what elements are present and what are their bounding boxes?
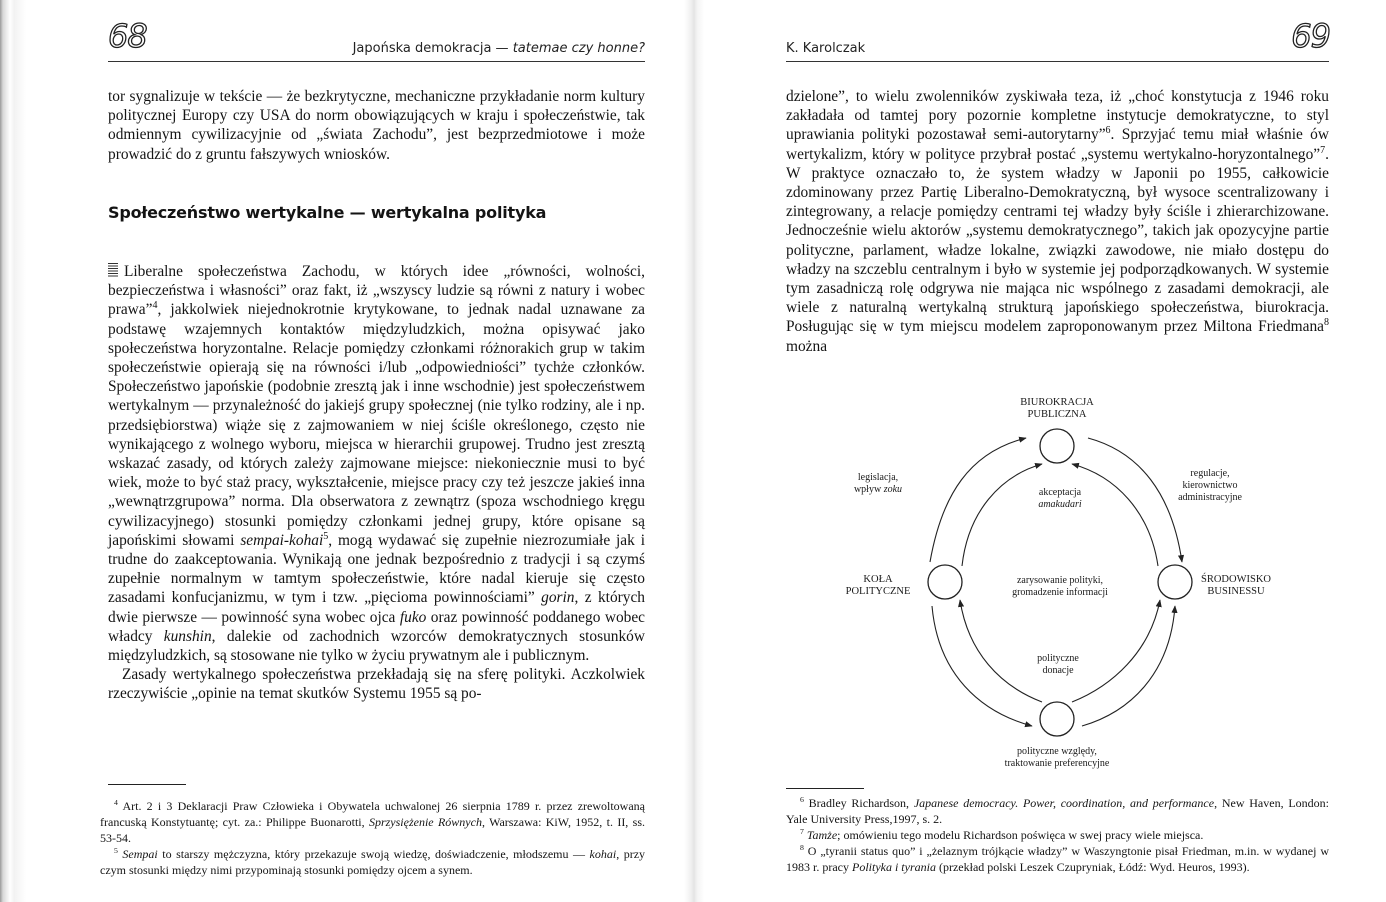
footnote-5: $^5$ Sempai to starszy mężczyzna, który przekazuje swoją wiedzę, doświadczenie, młodszemu — kohai, przy czym stosunki między nimi przypominają stosunki pomiędzy ojcem a synem. bbox=[100, 846, 646, 877]
paragraph-system-1955: dzielone”, to wielu zwolenników zyskiwała teza, iż „choć konstytucja z 1946 roku zakładała od tamtej pory pozornie kompletne instytucje demokratyczne, to styl uprawiania polityki pozostawał semi-autorytarny”$^6$. Sprzyjać temu miał właśnie ów wertykalizm, który w polityce przybrał postać „systemu wertykalno-horyzontalnego”$^7$. W praktyce oznaczało to, że system władzy w Japonii po 1955, całkowicie zdominowany przez Partię Liberalno-Demokratyczną, był wysoce scentralizowany i zintegrowany, a relacje pomiędzy centrami tej władzy były ściśle i zhierarchizowane. Jednocześnie wielu aktorów „systemu demokratycznego”, takich jak opozycyjne partie polityczne, parlament, władze lokalne, związki zawodowe, nie miało dostępu do władzy na szczeblu centralnym i było w systemie jej podporządkowanych. W systemie tym zasadniczą rolę odgrywa nie mająca nic wspólnego z zasadami demokracji, ale wiele z naturalną wertykalną strukturą japońskiego społeczeństwa, biurokracja. Posługując się w tym miejscu modelem zaproponowanym przez Miltona Friedmana$^8$ można bbox=[786, 88, 1329, 355]
label-policy-outlining: zarysowanie polityki, gromadzenie informacji bbox=[1012, 575, 1108, 598]
opening-paragraph: tor sygnalizuje w tekście — że bezkrytyczne, mechaniczne przykładanie norm kultury politycznej Europy czy USA do norm obowiązujących w kraju i społeczeństwie, tak odmiennym cywilizacyjnie od „świata Zachodu”, jest bezprzedmiotowe i może prowadzić do z gruntu fałszywych wniosków. bbox=[108, 88, 645, 163]
header-rule-right bbox=[786, 61, 1329, 62]
footnotes-right bbox=[786, 795, 1329, 875]
iron-triangle-diagram bbox=[820, 394, 1280, 774]
label-political-donations: polityczne donacje bbox=[1037, 653, 1079, 676]
arrow-acceptance bbox=[962, 464, 1042, 566]
label-political-circles: KOŁA POLITYCZNE bbox=[845, 574, 911, 597]
label-preferential-treatment: polityczne względy, traktowanie preferencyjne bbox=[1004, 746, 1110, 769]
page-number-left: 68 bbox=[108, 17, 147, 55]
footnote-ref-7[interactable]: 7 bbox=[1320, 144, 1326, 156]
arrow-donations bbox=[960, 600, 1042, 702]
page-edge-shadow bbox=[0, 0, 26, 902]
arrow-administrative bbox=[1072, 464, 1158, 566]
body-text-right bbox=[786, 87, 1329, 356]
footnote-ref-5[interactable]: 5 bbox=[323, 530, 329, 542]
arrow-regulation bbox=[1088, 438, 1182, 562]
body-text-left bbox=[108, 262, 645, 704]
label-business-environment: ŚRODOWISKO BUSINESSU bbox=[1200, 574, 1272, 597]
section-title: Społeczeństwo wertykalne — wertykalna polityka bbox=[108, 203, 547, 222]
paragraph-politics: Zasady wertykalnego społeczeństwa przekładają się na sferę polityki. Aczkolwiek rzeczywiście „opinie na temat skutków Systemu 1955 są po- bbox=[108, 666, 645, 703]
node-political-circles-circle bbox=[928, 565, 962, 599]
arrow-business-to-bottom bbox=[1082, 606, 1175, 726]
term-kunshin: kunshin bbox=[163, 627, 212, 645]
label-legislation: legislacja, wpływ zoku bbox=[853, 472, 903, 495]
paragraph-vertical-society: Liberalne społeczeństwa Zachodu, w których idee „równości, wolności, bezpieczeństwa i własności” oraz fakt, iż „wszyscy ludzie są równi z natury i wobec prawa”$^4$, jakkolwiek niejednokrotnie krytykowane, to jednak nadal uznawane za podstawę wzajemnych kontaktów międzyludzkich, można opisywać jako społeczeństwa horyzontalne. Relacje pomiędzy członkami różnorakich grup w takim społeczeństwie opierają się na równości i/lub „odpowiedniości” tychże członków. Społeczeństwo japońskie (podobnie zresztą jak i inne wschodnie) jest społeczeństwem wertykalnym — przynależność do jakiejś grupy społecznej (nie tylko rodziny, ale i np. przedsiębiorstwa) wiąże się z zajmowaniem w niej ściśle określonego, często nie wynikającego z wolnego wyboru, miejsca w hierarchii grupowej. Trudno jest zresztą wskazać zasady, od których zależy zajmowane miejsce: niekoniecznie musi to być wiek, może to być staż pracy, wykształcenie, miejsce pracy czy też jeszcze jakieś inna „wewnątrzgrupowa” norma. Dla obserwatora z zewnątrz (spoza wschodniego kręgu cywilizacyjnego) stosunki pomiędzy członkami jednej grupy, które opisane są japońskimi słowami sempai-kohai$^5$, mogą wydawać się zupełnie niezrozumiałe jak i trudne do zaakceptowania. Wynikają one jednak bezpośrednio z tradycji i są czymś zupełnie normalnym w tamtym społeczeństwie, które nadal kieruje się często zasadami konfucjanizmu, w tym i tzw. „pięcioma powinnościami” gorin, z których dwie pierwsze — powinność syna wobec ojca fuko oraz powinność poddanego wobec władcy kunshin, dalekie od zachodnich wzorców demokratycznych stosunków międzyludzkich, są stosowane nie tylko w życiu prywatnym ale i publicznym. bbox=[108, 263, 645, 665]
arrow-legislation bbox=[930, 438, 1026, 562]
label-acceptance-amakudari: akceptacja amakudari bbox=[1038, 487, 1082, 510]
running-head-title-italic: tatemae czy honne? bbox=[512, 41, 645, 56]
paragraph-mark-icon bbox=[108, 263, 118, 277]
arrow-policy-info bbox=[1072, 600, 1160, 702]
arrow-politics-to-bottom bbox=[932, 606, 1032, 726]
node-preferential-circle bbox=[1040, 702, 1074, 736]
footnotes-left bbox=[100, 798, 645, 878]
footnote-ref-6[interactable]: 6 bbox=[1105, 125, 1111, 137]
footnote-rule-right bbox=[786, 788, 864, 789]
label-regulation: regulacje, kierownictwo administracyjne bbox=[1178, 468, 1242, 503]
footnote-6: $^6$ Bradley Richardson, Japanese democracy. Power, coordination, and performance, New Haven, London: Yale University Press,1997, s. 2. bbox=[786, 795, 1329, 826]
footnote-ref-8[interactable]: 8 bbox=[1324, 317, 1329, 329]
term-fuko: fuko bbox=[399, 608, 427, 626]
page-number-right: 69 bbox=[1291, 17, 1330, 55]
node-business-circle bbox=[1158, 565, 1192, 599]
term-sempai-kohai: sempai-kohai bbox=[240, 531, 324, 549]
footnote-8: $^8$ O „tyranii status quo” i „żelaznym trójkącie władzy” w Waszyngtonie pisał Friedman, m.in. w wydanej w 1983 r. pracy Polityka i tyrania (przekład polski Leszek Czupryniak, Łódź: Wyd. Heuros, 1993). bbox=[786, 843, 1329, 874]
footnote-7: $^7$ Tamże; omówieniu tego modelu Richardson poświęca w swej pracy wiele miejsca. bbox=[800, 827, 1204, 842]
footnote-rule-left bbox=[108, 784, 186, 785]
footnote-ref-4[interactable]: 4 bbox=[152, 300, 158, 312]
running-head-title: Japońska demokracja — bbox=[352, 41, 509, 56]
term-gorin: gorin bbox=[541, 589, 575, 607]
label-bureaucracy: BIUROKRACJA PUBLICZNA bbox=[1020, 397, 1094, 420]
footnote-4: $^4$ Art. 2 i 3 Deklaracji Praw Człowieka i Obywatela uchwalonej 26 sierpnia 1789 r. przez zrewoltowaną francuską Konstytuantę; cyt. za.: Philippe Buonarotti, Sprzysiężenie Równych, Warszawa: KiW, 1952, t. II, ss. 53-54. bbox=[100, 798, 645, 845]
running-head-left bbox=[353, 41, 645, 56]
node-bureaucracy-circle bbox=[1040, 429, 1074, 463]
running-head-right: K. Karolczak bbox=[786, 41, 866, 56]
header-rule-left bbox=[108, 61, 645, 62]
